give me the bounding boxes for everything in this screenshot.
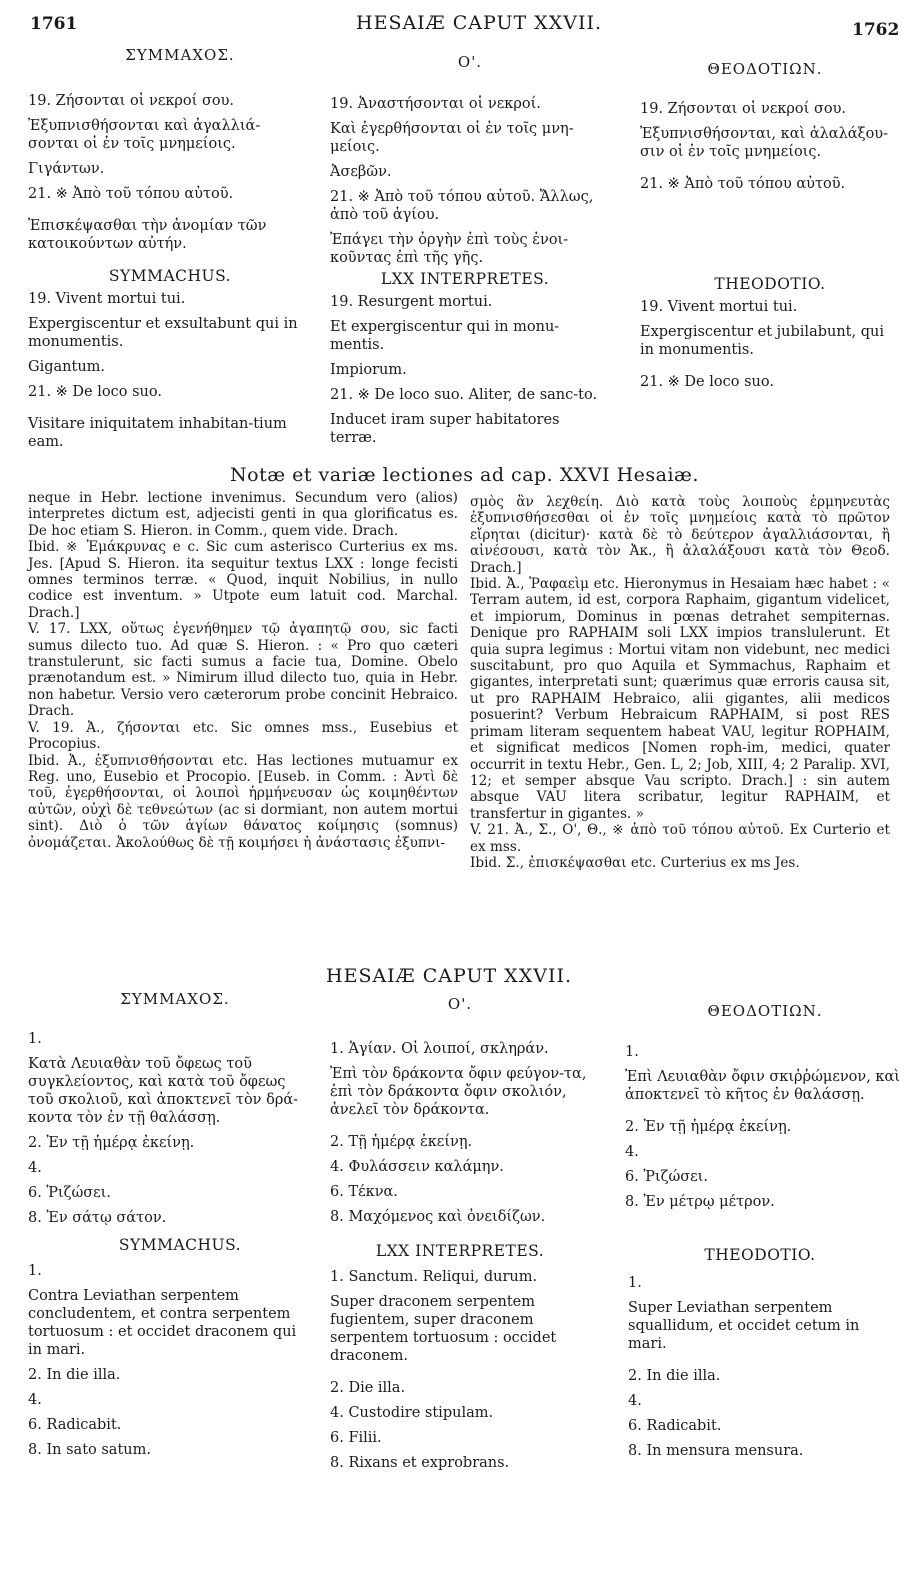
- col-title-lxx-greek: Ο'.: [457, 53, 483, 71]
- verse-line: Ἐξυπνισθήσονται, καὶ ἀλαλάξου-σιν οἱ ἐν τοῖς μνημείοις.: [640, 126, 889, 160]
- theodotion-latin-column: [640, 298, 902, 391]
- verse-line: 1.: [625, 1044, 639, 1060]
- verse-line: 21. ※ Ἀπὸ τοῦ τόπου αὐτοῦ.: [640, 176, 846, 192]
- verse-line: 19. Ἀναστήσονται οἱ νεκροί.: [330, 96, 541, 112]
- verse-line: 19. Vivent mortui tui.: [640, 299, 798, 315]
- verse-line: 21. ※ De loco suo.: [28, 384, 162, 400]
- verse-line: Ἐπὶ τὸν δράκοντα ὄφιν φεύγον-τα, ἐπὶ τὸν δράκοντα ὄφιν σκολιόν, ἀνελεῖ τὸν δράκοντα.: [330, 1066, 587, 1118]
- verse-line: 2. Ἐν τῇ ἡμέρᾳ ἐκείνῃ.: [28, 1135, 195, 1151]
- verse-line: Ἐπισκέψασθαι τὴν ἀνομίαν τῶν κατοικούντων αὐτήν.: [28, 218, 267, 252]
- verse-line: Expergiscentur et exsultabunt qui in monumentis.: [28, 316, 298, 350]
- running-title: HESAIÆ CAPUT XXVII.: [356, 12, 602, 34]
- verse-line: 8. In sato satum.: [28, 1442, 151, 1458]
- verse-line: 4.: [628, 1393, 642, 1409]
- col-title-theodotion-greek: ΘΕΟΔΟΤΙΩΝ.: [707, 1002, 823, 1020]
- verse-line: 4. Custodire stipulam.: [330, 1405, 494, 1421]
- verse-line: 19. Vivent mortui tui.: [28, 291, 186, 307]
- col-title-theodotion-latin: THEODOTIO.: [704, 1246, 816, 1264]
- verse-line: Κατὰ Λευιαθὰν τοῦ ὄφεως τοῦ συγκλείοντος, καὶ κατὰ τοῦ ὄφεως τοῦ σκολιοῦ, καὶ ἀποκτενεῖ τὸν δρά-κοντα τὸν ἐν τῇ θαλάσσῃ.: [28, 1056, 299, 1126]
- page-number-left: 1761: [30, 14, 78, 34]
- note-paragraph: Ibid. Ἀ., Ῥαφαεὶμ etc. Hieronymus in Hesaiam hæc habet : « Terram autem, id est, corpora Raphaim, gigantum videlicet, et impiorum, Dominus in pœnas detrahet sempiternas. Denique pro RAPHAIM soli LXX impios translulerunt. Et quia supra legimus : Mortui vitam non videbunt, nec medici suscitabunt, pro quo Aquila et Symmachus, Raphaim et gigantes, interpretati sunt; quærimus quæ erroris causa sit, ut pro RAPHAIM Hebraico, alii gigantes, alii medicos posuerint? Verbum Hebraicum RAPHAIM, si post RES primam literam sequentem habeat VAU, legitur ROPHAIM, et significat medicos [Nomen roph-im, medici, quater occurrit in textu Hebr., Gen. L, 2; Job, XIII, 4; 2 Paralip. XVI, 12; et semper absque Vau scripto. Drach.] : sin autem absque VAU litera scribatur, legitur RAPHAIM, et transfertur in gigantes. »: [470, 576, 890, 822]
- note-paragraph: V. 17. LXX, οὕτως ἐγενήθημεν τῷ ἀγαπητῷ σου, sic facti sumus dilecto tuo. Ad quæ S. Hieron. : « Pro quo cæteri transtulerunt, sic facti sumus a facie tua, Domine. Obelo prænotandum est. » Nimirum illud dilecto tuo, quia in Hebr. non habetur. Versio vero cæterorum probe concinit Hebraico. Drach.: [28, 621, 458, 720]
- note-paragraph: Ibid. Ἀ., ἐξυπνισθήσονται etc. Has lectiones mutuamur ex Reg. uno, Eusebio et Procopio. [Euseb. in Comm. : Ἀντὶ δὲ τοῦ, ἐγερθήσονται, οἱ λοιποὶ ἡρμήνευσαν ὡς κοιμηθέντων αὐτῶν, οὐχὶ δὲ τεθνεώτων (ac si dormiant, non autem mortui sint). Διὸ ὁ τῶν ἁγίων θάνατος κοίμησις (somnus) ὀνομάζεται. Ἀκολούθως δὲ τῇ κοιμήσει ἡ ἀνάστασις ἐξυπνι-: [28, 752, 458, 851]
- col-title-lxx-latin: LXX INTERPRETES.: [380, 270, 550, 288]
- verse-line: 1.: [28, 1263, 42, 1279]
- verse-line: Ἐπάγει τὴν ὀργὴν ἐπὶ τοὺς ἐνοι-κοῦντας ἐπὶ τῆς γῆς.: [330, 232, 569, 266]
- theodotion-latin-column: [628, 1274, 900, 1460]
- col-title-lxx-latin: LXX INTERPRETES.: [375, 1242, 545, 1260]
- verse-line: Super Leviathan serpentem squallidum, et occidet cetum in mari.: [628, 1300, 860, 1352]
- verse-line: Inducet iram super habitatores terræ.: [330, 412, 560, 446]
- verse-line: 2. In die illa.: [28, 1367, 121, 1383]
- verse-line: 2. In die illa.: [628, 1368, 721, 1384]
- col-title-symmachus-latin: SYMMACHUS.: [108, 267, 232, 285]
- verse-line: Ἀσεβῶν.: [330, 164, 392, 180]
- verse-line: Gigantum.: [28, 359, 106, 375]
- verse-line: 8. In mensura mensura.: [628, 1443, 804, 1459]
- note-paragraph: Ibid. Σ., ἐπισκέψασθαι etc. Curterius ex ms Jes.: [470, 854, 800, 871]
- lxx-latin-column: [330, 1268, 602, 1472]
- col-title-lxx-greek: Ο'.: [447, 995, 473, 1013]
- col-title-symmachus-greek: ΣΥΜΜΑΧΟΣ.: [125, 46, 235, 64]
- verse-line: 21. ※ Ἀπὸ τοῦ τόπου αὐτοῦ. Ἄλλως, ἀπὸ τοῦ ἁγίου.: [330, 189, 594, 223]
- col-title-theodotion-latin: THEODOTIO.: [714, 275, 826, 293]
- symmachus-greek-column: [28, 92, 306, 253]
- verse-line: Γιγάντων.: [28, 161, 105, 177]
- verse-line: 4.: [625, 1144, 639, 1160]
- lxx-latin-column: [330, 293, 602, 447]
- verse-line: 2. Τῇ ἡμέρᾳ ἐκείνῃ.: [330, 1134, 473, 1150]
- note-paragraph: Ibid. ※ Ἐμάκρυνας e c. Sic cum asterisco Curterius ex ms. Jes. [Apud S. Hieron. ita sequitur textus LXX : longe fecisti omnes terminos terræ. « Quod, inquit Nobilius, in nullo codice est inventum. » Utpote eum latuit cod. Marchal. Drach.]: [28, 539, 458, 621]
- theodotion-greek-column: [640, 100, 902, 193]
- verse-line: 6. Ῥιζώσει.: [625, 1169, 708, 1185]
- note-paragraph: V. 21. Ἀ., Σ., Ο', Θ., ※ ἀπὸ τοῦ τόπου αὐτοῦ. Ex Curterio et ex mss.: [470, 822, 890, 855]
- note-paragraph: neque in Hebr. lectione invenimus. Secundum vero (alios) interpretes dictum est, adjecisti genti in qua glorificatus es. De hoc etiam S. Hieron. in Comm., quem vide. Drach.: [28, 490, 458, 539]
- verse-line: 4.: [28, 1160, 42, 1176]
- verse-line: 21. ※ De loco suo.: [640, 374, 774, 390]
- note-paragraph: V. 19. Ἀ., ζήσονται etc. Sic omnes mss., Eusebius et Procopius.: [28, 719, 458, 753]
- verse-line: 1. Ἁγίαν. Οἱ λοιποί, σκληράν.: [330, 1041, 549, 1057]
- notes-left-column: [28, 490, 458, 851]
- verse-line: 1.: [28, 1031, 42, 1047]
- verse-line: 6. Filii.: [330, 1430, 382, 1446]
- verse-line: Ἐξυπνισθήσονται καὶ ἀγαλλιά-σονται οἱ ἐν τοῖς μνημείοις.: [28, 118, 261, 152]
- verse-line: 6. Radicabit.: [628, 1418, 722, 1434]
- verse-line: Super draconem serpentem fugientem, super draconem serpentem tortuosum : occidet draconem.: [330, 1294, 557, 1364]
- verse-line: 19. Ζήσονται οἱ νεκροί σου.: [640, 101, 846, 117]
- verse-line: Contra Leviathan serpentem concludentem, et contra serpentem tortuosum : et occidet draconem qui in mari.: [28, 1288, 297, 1358]
- symmachus-greek-column: [28, 1030, 306, 1227]
- col-title-symmachus-greek: ΣΥΜΜΑΧΟΣ.: [120, 990, 230, 1008]
- verse-line: Expergiscentur et jubilabunt, qui in monumentis.: [640, 324, 884, 358]
- verse-line: Visitare iniquitatem inhabitan-tium eam.: [28, 416, 287, 450]
- verse-line: 21. ※ De loco suo. Aliter, de sanc-to.: [330, 387, 598, 403]
- symmachus-latin-column: [28, 290, 306, 451]
- verse-line: 6. Ῥιζώσει.: [28, 1185, 111, 1201]
- lxx-greek-column: [330, 1040, 602, 1226]
- verse-line: 19. Resurgent mortui.: [330, 294, 493, 310]
- verse-line: 8. Rixans et exprobrans.: [330, 1455, 510, 1471]
- verse-line: 4. Φυλάσσειν καλάμην.: [330, 1159, 504, 1175]
- verse-line: 4.: [28, 1392, 42, 1408]
- theodotion-greek-column: [625, 1043, 900, 1211]
- verse-line: 19. Ζήσονται οἱ νεκροί σου.: [28, 93, 234, 109]
- lxx-greek-column: [330, 95, 602, 267]
- notes-heading: Notæ et variæ lectiones ad cap. XXVI Hesaiæ.: [230, 464, 699, 486]
- verse-line: 8. Ἐν σάτῳ σάτον.: [28, 1210, 167, 1226]
- verse-line: 21. ※ Ἀπὸ τοῦ τόπου αὐτοῦ.: [28, 186, 234, 202]
- note-paragraph: σμὸς ἂν λεχθείη. Διὸ κατὰ τοὺς λοιποὺς ἑρμηνευτὰς ἐξυπνισθήσεσθαι οἱ ἐν τοῖς μνημείοις κατὰ τὸ πρῶτον εἴρηται (dicitur)· κατὰ δὲ τὸ δεύτερον ἀγαλλιάσονται, ἢ αἰνέσουσι, κατὰ τὸν Ἀκ., ἢ ἀλαλάξουσι κατὰ τὸν Θεοδ. Drach.]: [470, 494, 890, 576]
- verse-line: 8. Ἐν μέτρῳ μέτρον.: [625, 1194, 775, 1210]
- col-title-symmachus-latin: SYMMACHUS.: [118, 1236, 242, 1254]
- verse-line: Et expergiscentur qui in monu-mentis.: [330, 319, 560, 353]
- verse-line: 2. Die illa.: [330, 1380, 406, 1396]
- verse-line: 1.: [628, 1275, 642, 1291]
- verse-line: Impiorum.: [330, 362, 407, 378]
- col-title-theodotion-greek: ΘΕΟΔΟΤΙΩΝ.: [707, 60, 823, 78]
- verse-line: 1. Sanctum. Reliqui, durum.: [330, 1269, 538, 1285]
- symmachus-latin-column: [28, 1262, 306, 1459]
- page-number-right: 1762: [852, 20, 900, 40]
- verse-line: 8. Μαχόμενος καὶ ὀνειδίζων.: [330, 1209, 546, 1225]
- verse-line: Καὶ ἐγερθήσονται οἱ ἐν τοῖς μνη-μείοις.: [330, 121, 574, 155]
- verse-line: 2. Ἐν τῇ ἡμέρᾳ ἐκείνῃ.: [625, 1119, 792, 1135]
- verse-line: 6. Radicabit.: [28, 1417, 122, 1433]
- notes-right-column: [470, 494, 890, 871]
- chapter-title: HESAIÆ CAPUT XXVII.: [326, 965, 572, 987]
- verse-line: Ἐπὶ Λευιαθὰν ὄφιν σκιῤῥώμενον, καὶ ἀποκτενεῖ τὸ κῆτος ἐν θαλάσσῃ.: [625, 1069, 900, 1103]
- verse-line: 6. Τέκνα.: [330, 1184, 398, 1200]
